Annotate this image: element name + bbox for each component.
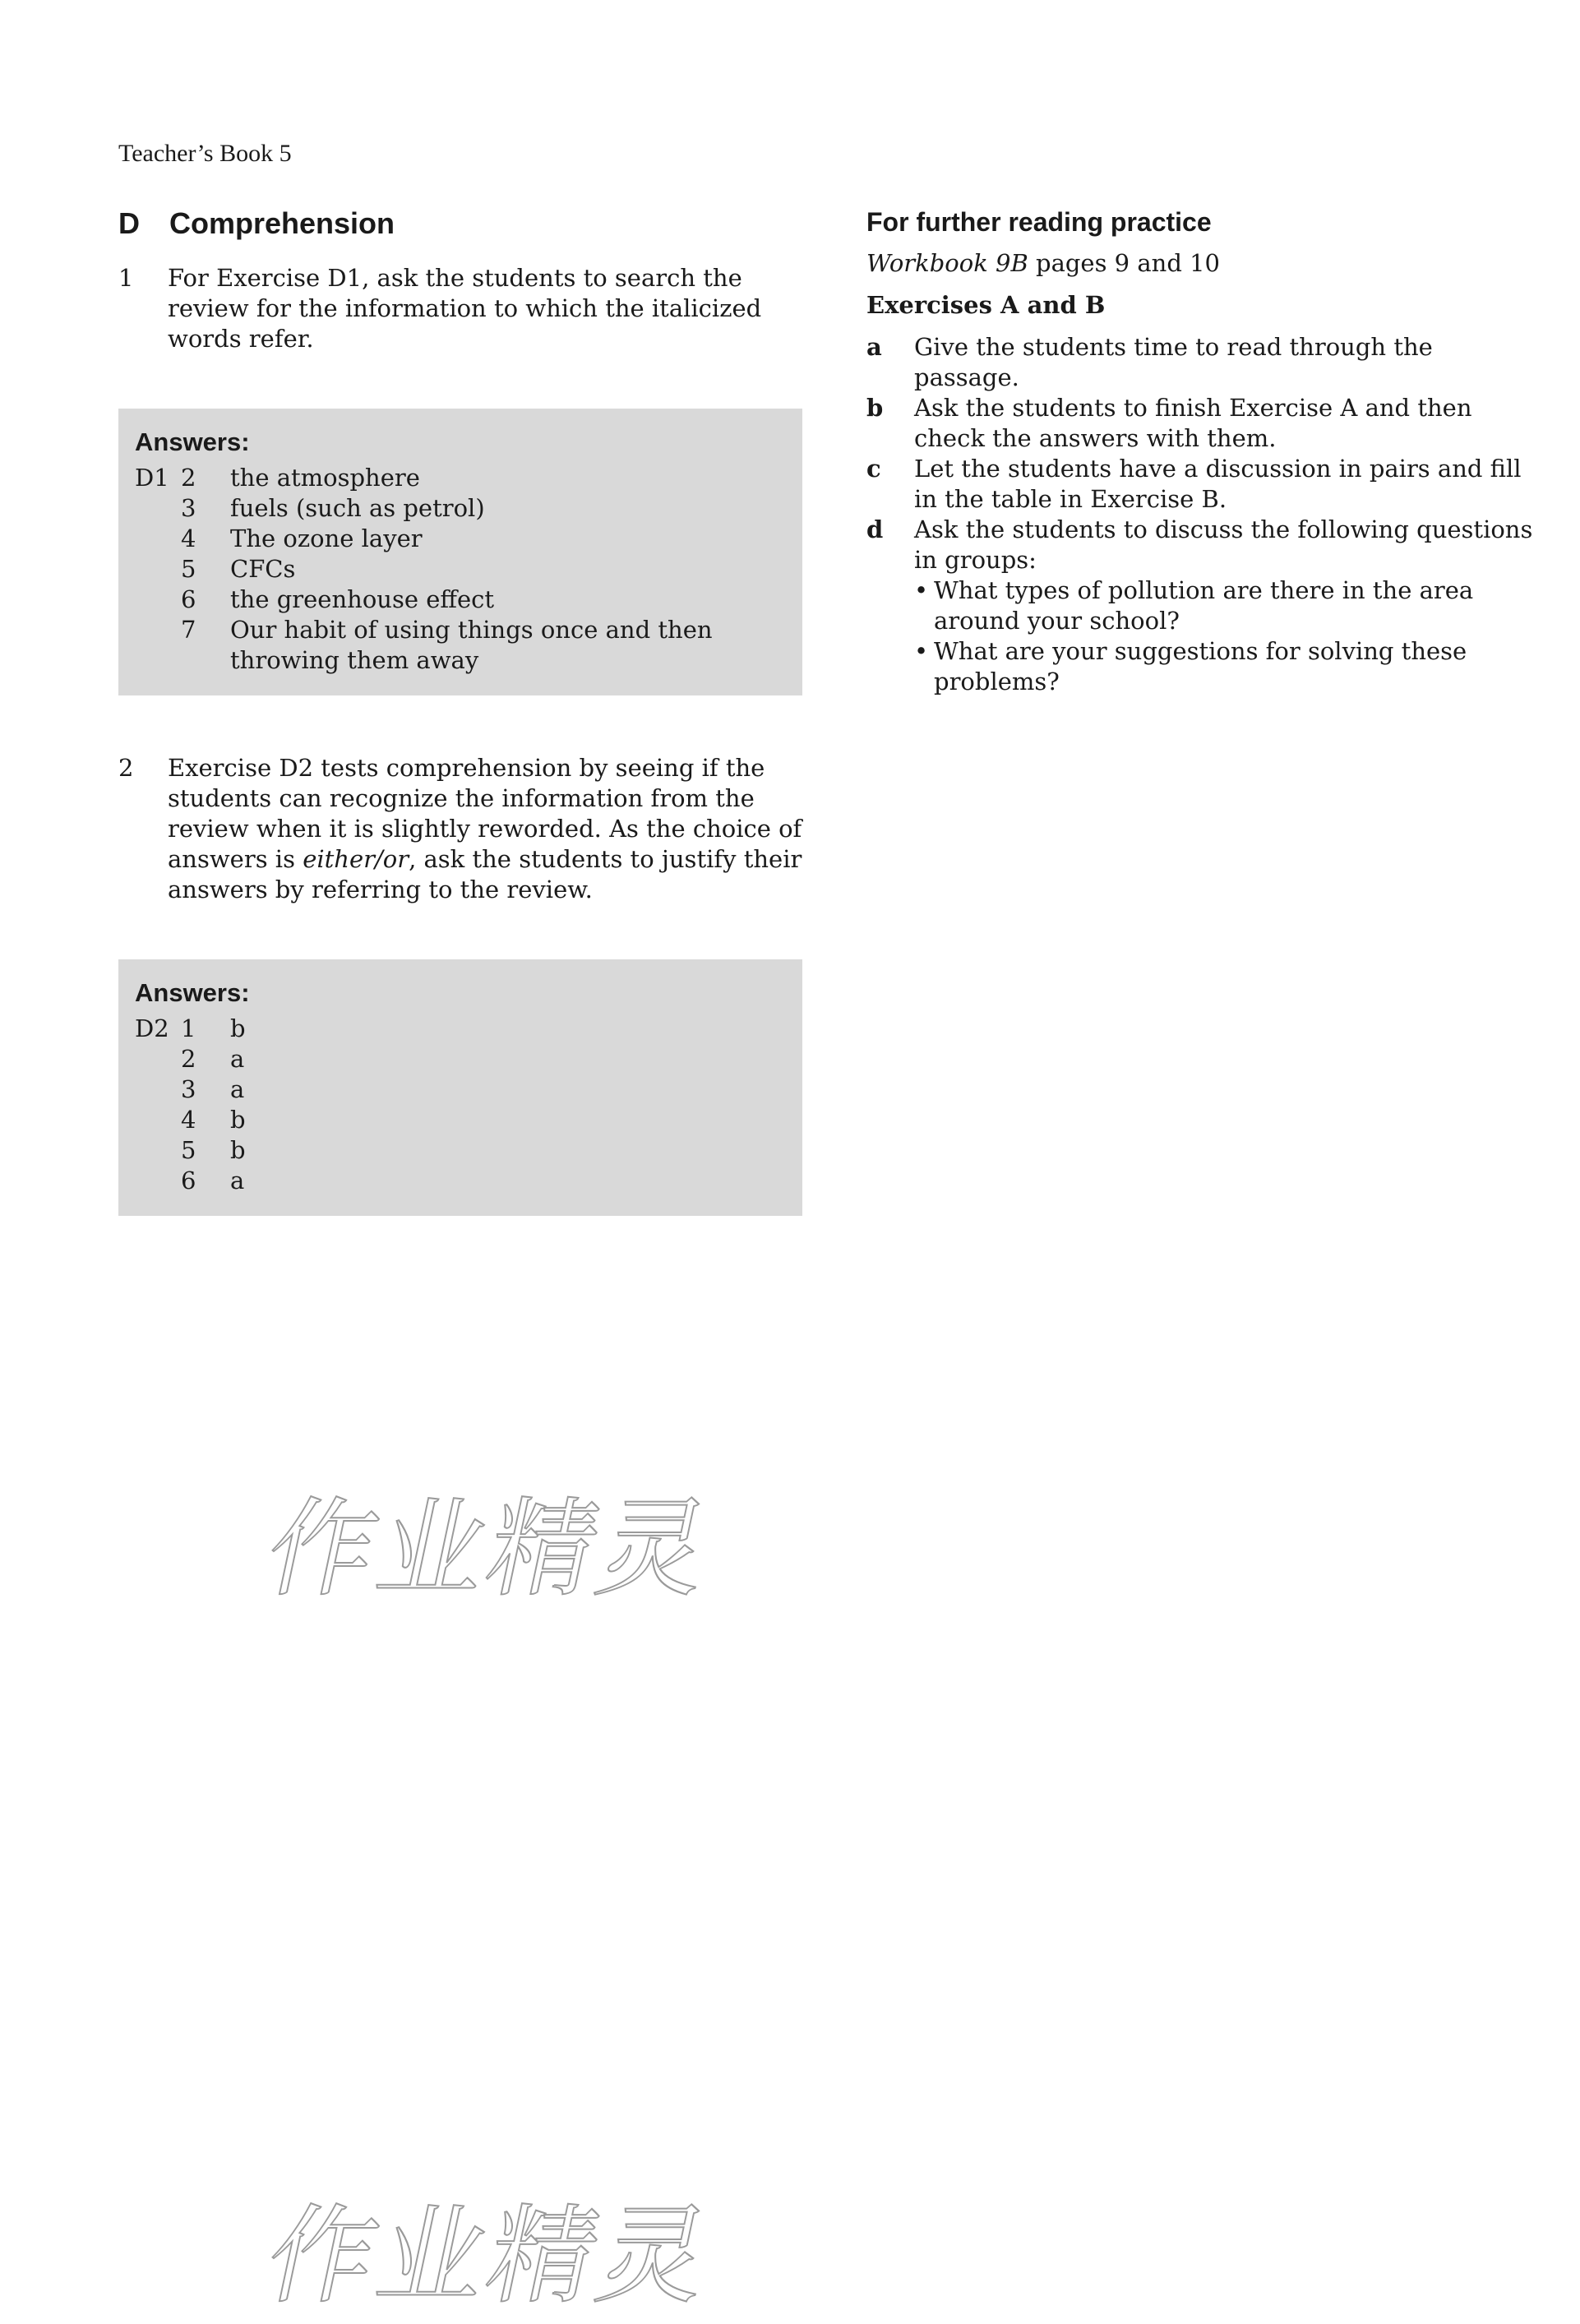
answer-text: b	[230, 1136, 246, 1164]
paragraph-text-part: , ask the students to justify their answers by referring to the review.	[168, 845, 802, 903]
answer-row	[135, 1014, 786, 1044]
answer-exercise-label: D2	[135, 1014, 169, 1042]
answer-number: 5	[181, 555, 196, 583]
watermark-logo: 作业精灵	[256, 2193, 723, 2318]
answers-box-d1	[118, 409, 802, 695]
paragraph-number: 1	[118, 264, 134, 292]
step-text: Ask the students to finish Exercise A and then check the answers with them.	[914, 394, 1472, 452]
answer-exercise-label	[135, 554, 181, 584]
answer-row	[135, 463, 786, 493]
workbook-reference	[866, 248, 1541, 279]
answer-exercise-label	[135, 1166, 181, 1196]
answer-text: the greenhouse effect	[230, 585, 495, 613]
answer-exercise-label	[135, 1135, 181, 1166]
paragraph-italic-term: either/or	[303, 845, 409, 873]
answers-box-d2	[118, 959, 802, 1216]
answer-exercise-label	[135, 524, 181, 554]
answer-text: b	[230, 1014, 246, 1042]
step-item	[866, 393, 1541, 454]
answers-title: Answers:	[135, 427, 250, 456]
answer-exercise-label	[135, 584, 181, 615]
answer-number: 4	[181, 524, 196, 552]
answer-text: a	[230, 1167, 245, 1194]
step-item	[866, 332, 1541, 393]
question-item	[866, 636, 1541, 697]
left-column	[118, 206, 802, 1273]
paragraph-text	[168, 753, 802, 905]
answer-exercise-label	[135, 1044, 181, 1074]
answer-number: 7	[181, 616, 196, 644]
step-text: Let the students have a discussion in pairs and fill in the table in Exercise B.	[914, 455, 1522, 513]
answer-number: 3	[181, 494, 196, 522]
answer-row	[135, 1135, 786, 1166]
workbook-title: Workbook 9B	[866, 249, 1028, 277]
answer-row	[135, 493, 786, 524]
question-text: What types of pollution are there in the area around your school?	[934, 576, 1474, 635]
answer-number: 4	[181, 1106, 196, 1134]
section-heading	[118, 206, 802, 242]
answer-row	[135, 554, 786, 584]
answers-title: Answers:	[135, 978, 250, 1007]
answer-number: 1	[181, 1014, 196, 1042]
answer-text: CFCs	[230, 555, 296, 583]
answer-exercise-label	[135, 493, 181, 524]
step-item	[866, 515, 1541, 575]
answer-row	[135, 584, 786, 615]
paragraph-text: For Exercise D1, ask the students to search the review for the information to which the italicized words refer.	[168, 264, 762, 353]
instruction-paragraph-2	[118, 753, 802, 905]
step-letter: a	[866, 333, 882, 361]
right-column	[866, 206, 1541, 697]
answer-text: Our habit of using things once and then throwing them away	[230, 616, 713, 674]
answer-row	[135, 524, 786, 554]
step-letter: d	[866, 515, 884, 543]
answer-row	[135, 1074, 786, 1105]
section-letter: D	[118, 206, 140, 240]
question-item	[866, 575, 1541, 636]
workbook-pages: pages 9 and 10	[1028, 249, 1220, 277]
answer-exercise-label	[135, 1074, 181, 1105]
answer-number: 5	[181, 1136, 196, 1164]
section-title: Comprehension	[169, 206, 395, 240]
paragraph-text-part: Exercise D2 tests comprehension by seeing if the students can recognize the information from the review when it is slightly reworded. As the choice of answers is	[168, 754, 802, 873]
answer-text: fuels (such as petrol)	[230, 494, 485, 522]
answer-row	[135, 615, 786, 676]
paragraph-number: 2	[118, 754, 134, 782]
watermark-logo: 作业精灵	[256, 1486, 723, 1611]
step-item	[866, 454, 1541, 515]
answer-exercise-label	[135, 615, 181, 676]
answer-number: 2	[181, 464, 196, 492]
answers-list	[135, 463, 786, 676]
answer-exercise-label: D1	[135, 464, 169, 492]
further-reading-heading: For further reading practice	[866, 207, 1212, 237]
answer-number: 3	[181, 1075, 196, 1103]
answer-text: The ozone layer	[230, 524, 423, 552]
instruction-paragraph-1	[118, 263, 802, 354]
answer-text: b	[230, 1106, 246, 1134]
answer-row	[135, 1044, 786, 1074]
answer-exercise-label	[135, 1105, 181, 1135]
question-text: What are your suggestions for solving these problems?	[934, 637, 1467, 695]
answer-row	[135, 1166, 786, 1196]
answer-text: the atmosphere	[230, 464, 420, 492]
exercises-subheading: Exercises A and B	[866, 291, 1106, 319]
page-header: Teacher’s Book 5	[118, 140, 292, 167]
step-letter: b	[866, 394, 884, 422]
step-letter: c	[866, 455, 881, 483]
steps-list	[866, 332, 1541, 575]
answer-number: 2	[181, 1045, 196, 1073]
bullet-icon: •	[914, 637, 929, 665]
answer-row	[135, 1105, 786, 1135]
answer-text: a	[230, 1075, 245, 1103]
answer-text: a	[230, 1045, 245, 1073]
step-text: Give the students time to read through the passage.	[914, 333, 1433, 391]
step-text: Ask the students to discuss the following questions in groups:	[914, 515, 1533, 574]
answers-list	[135, 1014, 786, 1196]
answer-number: 6	[181, 585, 196, 613]
answer-number: 6	[181, 1167, 196, 1194]
bullet-icon: •	[914, 576, 929, 604]
discussion-questions	[866, 575, 1541, 697]
